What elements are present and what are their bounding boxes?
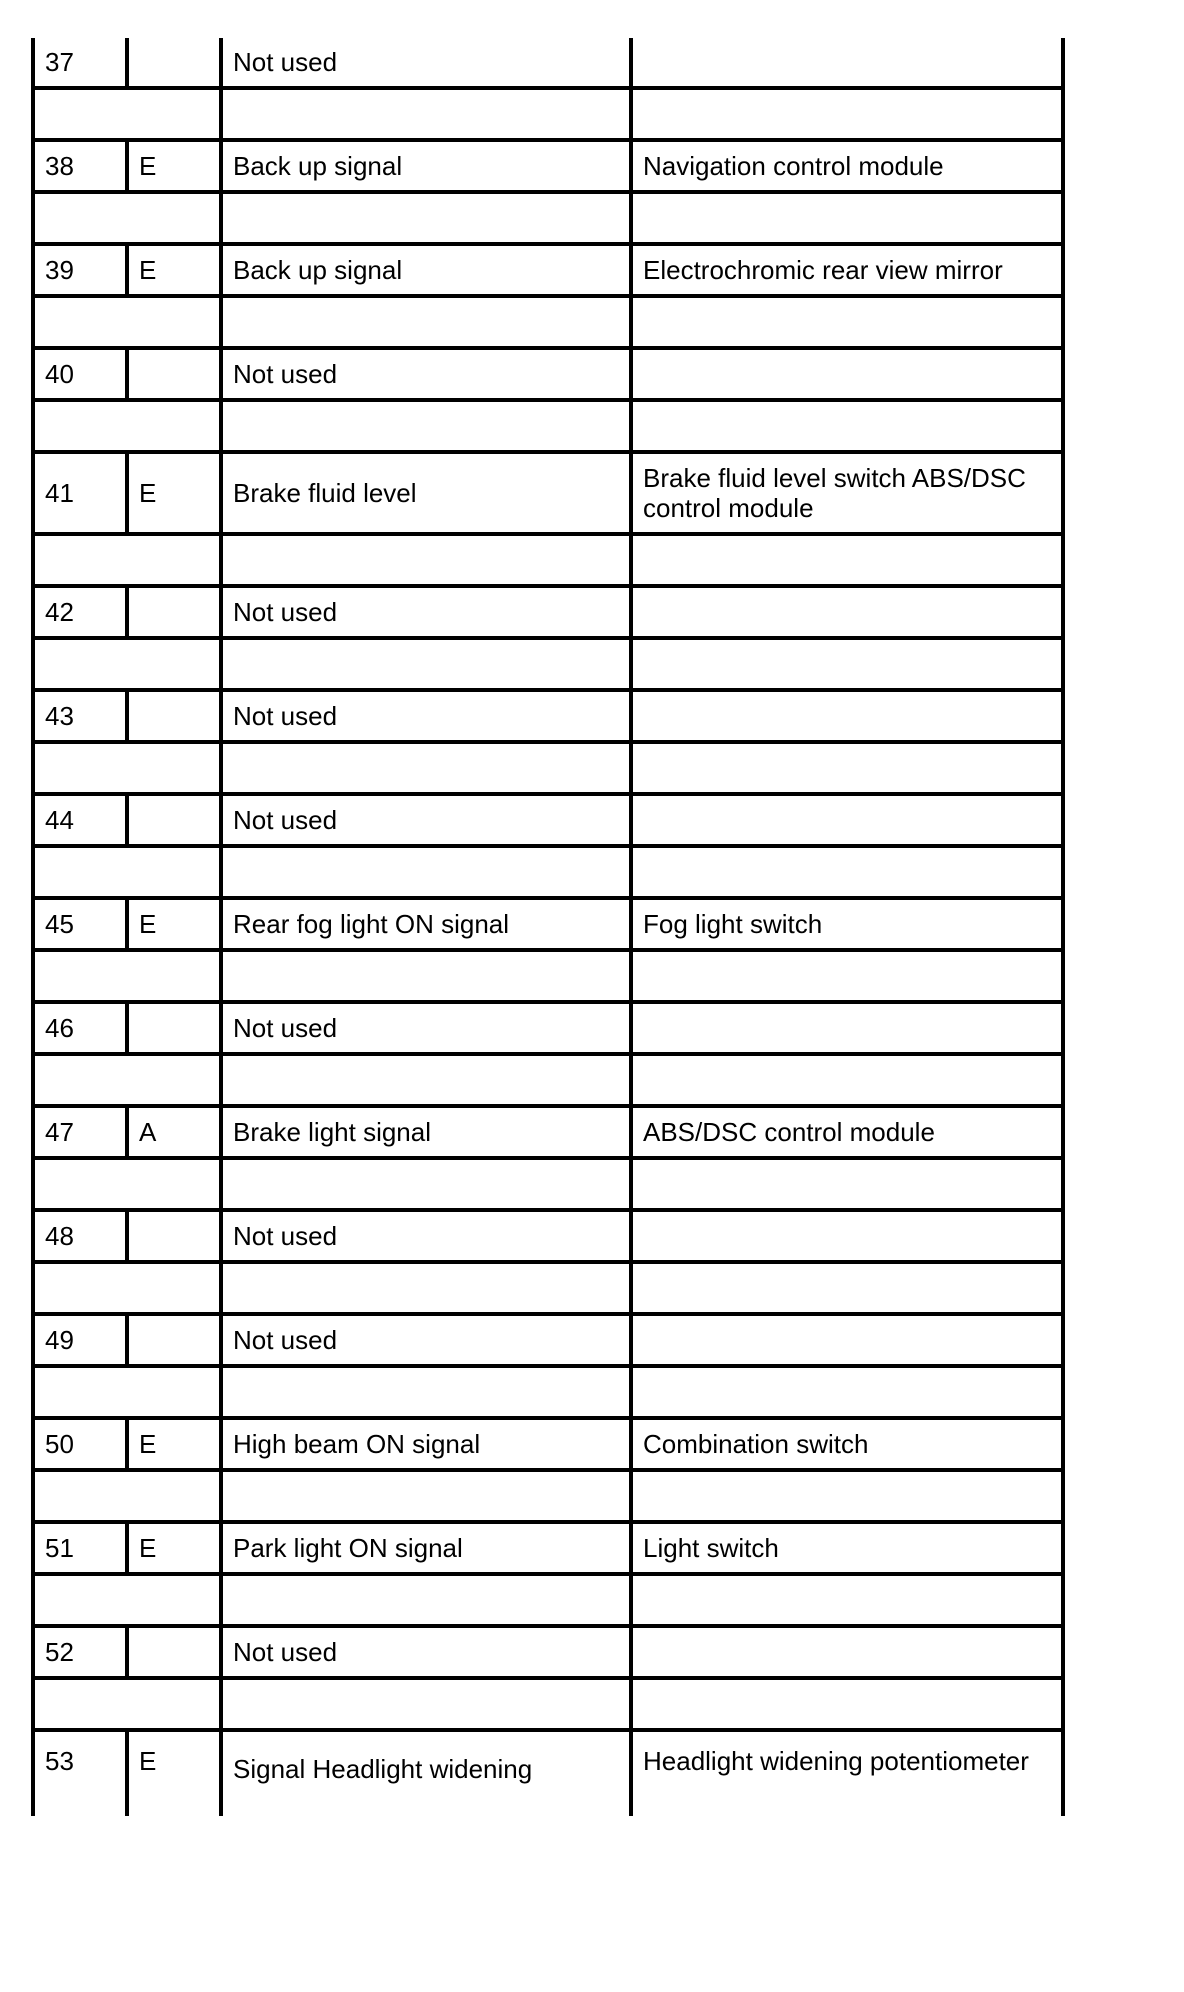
spacer-cell xyxy=(631,1262,1063,1314)
pin-number-cell: 50 xyxy=(33,1418,127,1470)
table-row xyxy=(33,690,1063,742)
description-cell: Back up signal xyxy=(221,244,631,296)
spacer-cell xyxy=(33,296,221,348)
pin-number-cell: 53 xyxy=(33,1730,127,1816)
table-row xyxy=(33,244,1063,296)
spacer-row xyxy=(33,1470,1063,1522)
description-cell: Signal Headlight widening xyxy=(221,1730,631,1816)
table-row xyxy=(33,348,1063,400)
table-row xyxy=(33,898,1063,950)
spacer-cell xyxy=(221,1262,631,1314)
signal-type-cell: E xyxy=(127,140,221,192)
description-cell: Brake light signal xyxy=(221,1106,631,1158)
spacer-cell xyxy=(631,1158,1063,1210)
component-cell xyxy=(631,38,1063,88)
description-cell: Not used xyxy=(221,1210,631,1262)
spacer-cell xyxy=(221,296,631,348)
spacer-cell xyxy=(221,1366,631,1418)
spacer-cell xyxy=(221,400,631,452)
spacer-cell xyxy=(33,1470,221,1522)
component-cell xyxy=(631,690,1063,742)
signal-type-cell xyxy=(127,690,221,742)
description-cell: Not used xyxy=(221,1002,631,1054)
description-cell: High beam ON signal xyxy=(221,1418,631,1470)
component-cell: Fog light switch xyxy=(631,898,1063,950)
signal-type-cell: A xyxy=(127,1106,221,1158)
pin-number-cell: 37 xyxy=(33,38,127,88)
spacer-row xyxy=(33,534,1063,586)
component-cell xyxy=(631,348,1063,400)
pin-number-cell: 51 xyxy=(33,1522,127,1574)
spacer-cell xyxy=(221,88,631,140)
table-row xyxy=(33,586,1063,638)
signal-type-cell xyxy=(127,1626,221,1678)
signal-type-cell xyxy=(127,1210,221,1262)
spacer-row xyxy=(33,1678,1063,1730)
pin-number-cell: 48 xyxy=(33,1210,127,1262)
description-cell: Not used xyxy=(221,38,631,88)
spacer-cell xyxy=(631,1678,1063,1730)
description-cell: Not used xyxy=(221,348,631,400)
pin-number-cell: 38 xyxy=(33,140,127,192)
signal-type-cell: E xyxy=(127,452,221,534)
spacer-row xyxy=(33,1366,1063,1418)
spacer-cell xyxy=(33,1054,221,1106)
spacer-cell xyxy=(631,88,1063,140)
component-cell: Navigation control module xyxy=(631,140,1063,192)
spacer-cell xyxy=(631,534,1063,586)
component-cell xyxy=(631,586,1063,638)
pin-number-cell: 44 xyxy=(33,794,127,846)
table-row xyxy=(33,1002,1063,1054)
spacer-cell xyxy=(33,950,221,1002)
component-cell: Combination switch xyxy=(631,1418,1063,1470)
component-cell xyxy=(631,1626,1063,1678)
spacer-cell xyxy=(33,1158,221,1210)
spacer-cell xyxy=(33,400,221,452)
table-row xyxy=(33,794,1063,846)
description-cell: Rear fog light ON signal xyxy=(221,898,631,950)
table-row xyxy=(33,1730,1063,1816)
component-cell: Light switch xyxy=(631,1522,1063,1574)
pin-number-cell: 41 xyxy=(33,452,127,534)
spacer-cell xyxy=(631,1574,1063,1626)
description-cell: Not used xyxy=(221,794,631,846)
signal-type-cell: E xyxy=(127,1730,221,1816)
table-row xyxy=(33,1522,1063,1574)
spacer-cell xyxy=(33,1262,221,1314)
spacer-row xyxy=(33,1158,1063,1210)
table-row xyxy=(33,452,1063,534)
pin-number-cell: 46 xyxy=(33,1002,127,1054)
description-cell: Not used xyxy=(221,1626,631,1678)
component-cell: Brake fluid level switch ABS/DSC control module xyxy=(631,452,1063,534)
spacer-row xyxy=(33,638,1063,690)
spacer-cell xyxy=(221,638,631,690)
component-cell xyxy=(631,1002,1063,1054)
table-row xyxy=(33,1314,1063,1366)
spacer-cell xyxy=(221,846,631,898)
component-cell xyxy=(631,1314,1063,1366)
signal-type-cell: E xyxy=(127,1418,221,1470)
spacer-cell xyxy=(33,1678,221,1730)
signal-type-cell: E xyxy=(127,898,221,950)
signal-type-cell xyxy=(127,586,221,638)
component-cell: Electrochromic rear view mirror xyxy=(631,244,1063,296)
spacer-cell xyxy=(221,1574,631,1626)
spacer-row xyxy=(33,742,1063,794)
signal-type-cell xyxy=(127,348,221,400)
connector-pin-table xyxy=(31,38,1065,1816)
table-row xyxy=(33,1106,1063,1158)
spacer-cell xyxy=(631,1366,1063,1418)
spacer-row xyxy=(33,88,1063,140)
spacer-cell xyxy=(33,638,221,690)
description-cell: Brake fluid level xyxy=(221,452,631,534)
spacer-row xyxy=(33,846,1063,898)
spacer-cell xyxy=(33,1574,221,1626)
spacer-cell xyxy=(221,1158,631,1210)
pin-number-cell: 40 xyxy=(33,348,127,400)
spacer-cell xyxy=(631,950,1063,1002)
table-row xyxy=(33,38,1063,88)
description-cell: Back up signal xyxy=(221,140,631,192)
component-cell xyxy=(631,1210,1063,1262)
signal-type-cell xyxy=(127,1314,221,1366)
spacer-row xyxy=(33,1574,1063,1626)
table-row xyxy=(33,1210,1063,1262)
signal-type-cell: E xyxy=(127,1522,221,1574)
table-row xyxy=(33,1626,1063,1678)
spacer-cell xyxy=(33,846,221,898)
description-cell: Not used xyxy=(221,586,631,638)
spacer-row xyxy=(33,1054,1063,1106)
description-cell: Not used xyxy=(221,690,631,742)
spacer-cell xyxy=(221,534,631,586)
spacer-cell xyxy=(631,638,1063,690)
spacer-cell xyxy=(221,1470,631,1522)
pin-number-cell: 43 xyxy=(33,690,127,742)
spacer-cell xyxy=(631,846,1063,898)
pin-number-cell: 47 xyxy=(33,1106,127,1158)
pin-number-cell: 39 xyxy=(33,244,127,296)
component-cell: Headlight widening potentiometer xyxy=(631,1730,1063,1816)
spacer-cell xyxy=(631,296,1063,348)
signal-type-cell: E xyxy=(127,244,221,296)
spacer-cell xyxy=(221,1678,631,1730)
component-cell: ABS/DSC control module xyxy=(631,1106,1063,1158)
pin-number-cell: 45 xyxy=(33,898,127,950)
signal-type-cell xyxy=(127,1002,221,1054)
table-row xyxy=(33,140,1063,192)
spacer-cell xyxy=(631,1054,1063,1106)
spacer-cell xyxy=(33,742,221,794)
spacer-row xyxy=(33,296,1063,348)
spacer-row xyxy=(33,950,1063,1002)
spacer-cell xyxy=(631,192,1063,244)
spacer-row xyxy=(33,400,1063,452)
spacer-cell xyxy=(33,192,221,244)
spacer-cell xyxy=(221,192,631,244)
spacer-cell xyxy=(631,742,1063,794)
component-cell xyxy=(631,794,1063,846)
spacer-cell xyxy=(221,950,631,1002)
pin-number-cell: 42 xyxy=(33,586,127,638)
spacer-row xyxy=(33,192,1063,244)
signal-type-cell xyxy=(127,794,221,846)
spacer-cell xyxy=(631,1470,1063,1522)
spacer-cell xyxy=(221,742,631,794)
spacer-cell xyxy=(33,534,221,586)
pin-number-cell: 52 xyxy=(33,1626,127,1678)
spacer-cell xyxy=(221,1054,631,1106)
spacer-cell xyxy=(33,88,221,140)
table-row xyxy=(33,1418,1063,1470)
spacer-cell xyxy=(631,400,1063,452)
signal-type-cell xyxy=(127,38,221,88)
description-cell: Park light ON signal xyxy=(221,1522,631,1574)
pin-table-body xyxy=(33,38,1063,1816)
spacer-row xyxy=(33,1262,1063,1314)
description-cell: Not used xyxy=(221,1314,631,1366)
pin-number-cell: 49 xyxy=(33,1314,127,1366)
spacer-cell xyxy=(33,1366,221,1418)
